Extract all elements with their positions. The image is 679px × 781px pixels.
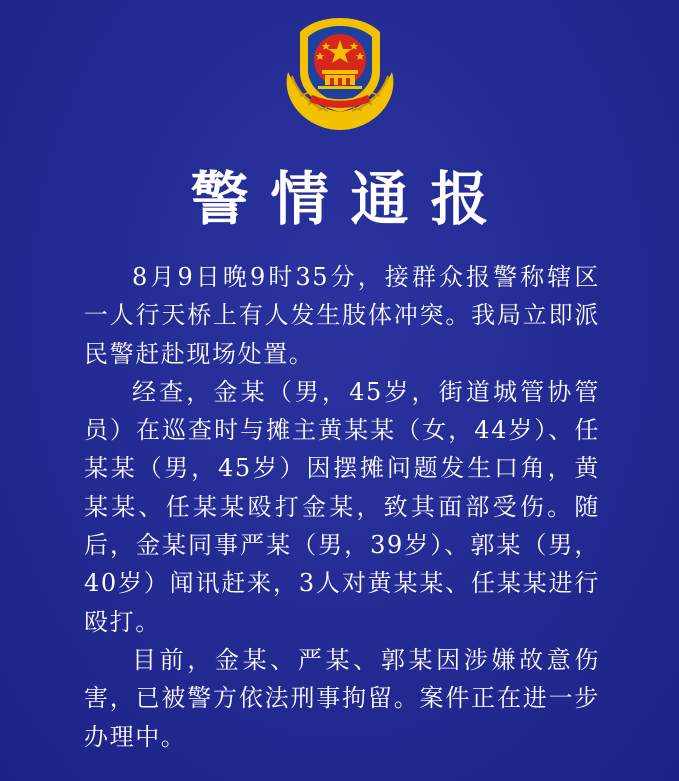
paragraph-2: 经查，金某（男，45岁，街道城管协管员）在巡查时与摊主黄某某（女，44岁）、任某某（男，45岁）因摆摊问题发生口角，黄某某、任某某殴打金某，致其面部受伤。随后，金某同事严某（男，39岁）、郭某（男，40岁）闻讯赶来，3人对黄某某、任某某进行殴打。: [84, 377, 600, 636]
paragraph-1: 8月9日晚9时35分，接群众报警称辖区一人行天桥上有人发生肢体冲突。我局立即派民警赶赴现场处置。: [84, 263, 600, 368]
notice-body: [84, 258, 600, 756]
police-emblem-icon: [278, 14, 402, 134]
paragraph-3: 目前，金某、严某、郭某因涉嫌故意伤害，已被警方依法刑事拘留。案件正在进一步办理中。: [84, 645, 600, 751]
page-title: 警情通报: [190, 165, 511, 233]
